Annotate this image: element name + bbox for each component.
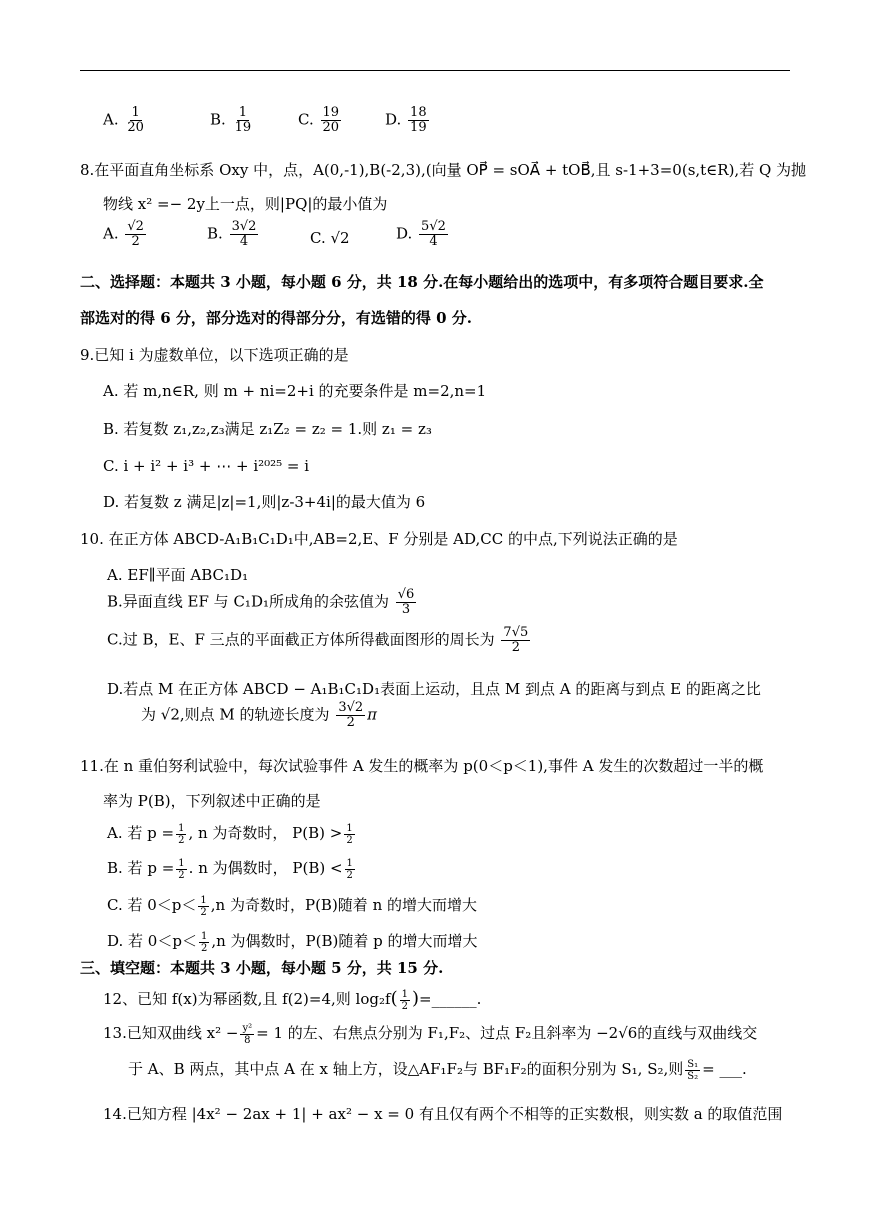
q11-option-c: C. 若 0＜p＜ $\frac{1}{2}$ ,n 为奇数时，P(B)随着 n 的增大而增大	[107, 894, 477, 918]
q13-line2: 于 A、B 两点，其中点 A 在 x 轴上方，设△AF₁F₂与 BF₁F₂的面积分别为 S₁, S₂,则 $\frac{\text{S₁}}{\text{S₂}}$ = ___.	[128, 1058, 747, 1082]
q10-stem: 10. 在正方体 ABCD-A₁B₁C₁D₁中,AB=2,E、F 分别是 AD,CC 的中点,下列说法正确的是	[80, 530, 678, 548]
section2-heading-line2: 部选对的得 6 分，部分选对的得部分分，有选错的得 0 分.	[80, 309, 472, 327]
q11-stem-line1: 11.在 n 重伯努利试验中，每次试验事件 A 发生的概率为 p(0＜p＜1),事件 A 发生的次数超过一半的概	[80, 757, 764, 775]
q7-option-a: A. $\frac{1}{20}$	[103, 105, 144, 135]
q12: 12、已知 f(x)为幂函数,且 f(2)=4,则 log₂f( $\frac{1}{2}$ )=______.	[103, 988, 482, 1012]
q10-option-a: A. EF∥平面 ABC₁D₁	[107, 566, 249, 584]
q8-stem-line1: 8.在平面直角坐标系 Oxy 中，点，A(0,-1),B(-2,3),(向量 OP⃗ = sOA⃗ + tOB⃗,且 s-1+3=0(s,t∈R),若 Q 为抛	[80, 161, 807, 179]
q10-option-d-line2: 为 √2,则点 M 的轨迹长度为 $\frac{3√2}{2}$ π	[141, 700, 378, 730]
q10-option-c: C.过 B，E、F 三点的平面截正方体所得截面图形的周长为 $\frac{7√5}{2}$	[107, 625, 529, 655]
q11-option-b: B. 若 p = $\frac{1}{2}$ . n 为偶数时， P(B) < $\frac{1}{2}$	[107, 857, 353, 881]
q11-option-d: D. 若 0＜p＜ $\frac{1}{2}$ ,n 为偶数时，P(B)随着 p 的增大而增大	[107, 930, 478, 954]
q8-stem-line2: 物线 x² =− 2y上一点，则|PQ|的最小值为	[103, 195, 388, 213]
q10-option-d-line1: D.若点 M 在正方体 ABCD − A₁B₁C₁D₁表面上运动，且点 M 到点 A 的距离与到点 E 的距离之比	[107, 680, 761, 698]
q9-option-d: D. 若复数 z 满足|z|=1,则|z-3+4i|的最大值为 6	[103, 493, 426, 511]
q14-stem: 14.已知方程 |4x² − 2ax + 1| + ax² − x = 0 有且仅有两个不相等的正实数根，则实数 a 的取值范围	[103, 1105, 783, 1123]
q8-option-c: C. √2	[310, 229, 350, 247]
header-rule	[80, 70, 790, 71]
section2-heading-line1: 二、选择题：本题共 3 小题，每小题 6 分，共 18 分.在每小题给出的选项中，有多项符合题目要求.全	[80, 273, 764, 291]
q9-option-c: C. i + i² + i³ + ⋯ + i²⁰²⁵ = i	[103, 457, 310, 475]
q7-option-b: B. $\frac{1}{19}$	[210, 105, 252, 135]
q7-option-c: C. $\frac{19}{20}$	[298, 105, 340, 135]
q8-option-a: A. $\frac{√2}{2}$	[103, 219, 144, 249]
q7-option-d: D. $\frac{18}{19}$	[385, 105, 427, 135]
q11-option-a: A. 若 p = $\frac{1}{2}$ , n 为奇数时， P(B) > $\frac{1}{2}$	[107, 822, 353, 846]
q9-option-b: B. 若复数 z₁,z₂,z₃满足 z₁Z₂ = z₂ = 1.则 z₁ = z₃	[103, 420, 432, 438]
section3-heading: 三、填空题：本题共 3 小题，每小题 5 分，共 15 分.	[80, 959, 444, 977]
q11-stem-line2: 率为 P(B)，下列叙述中正确的是	[103, 792, 321, 810]
q8-option-d: D. $\frac{5√2}{4}$	[396, 219, 446, 249]
q8-option-b: B. $\frac{3√2}{4}$	[207, 219, 257, 249]
q13-line1: 13.已知双曲线 x² − $\frac{\text{y²}}{8}$ = 1 的左、右焦点分别为 F₁,F₂、过点 F₂且斜率为 −2√6的直线与双曲线交	[103, 1022, 758, 1046]
q9-stem: 9.已知 i 为虚数单位，以下选项正确的是	[80, 346, 349, 364]
q9-option-a: A. 若 m,n∈R, 则 m + ni=2+i 的充要条件是 m=2,n=1	[103, 382, 487, 400]
q10-option-b: B.异面直线 EF 与 C₁D₁所成角的余弦值为 $\frac{√6}{3}$	[107, 587, 415, 617]
